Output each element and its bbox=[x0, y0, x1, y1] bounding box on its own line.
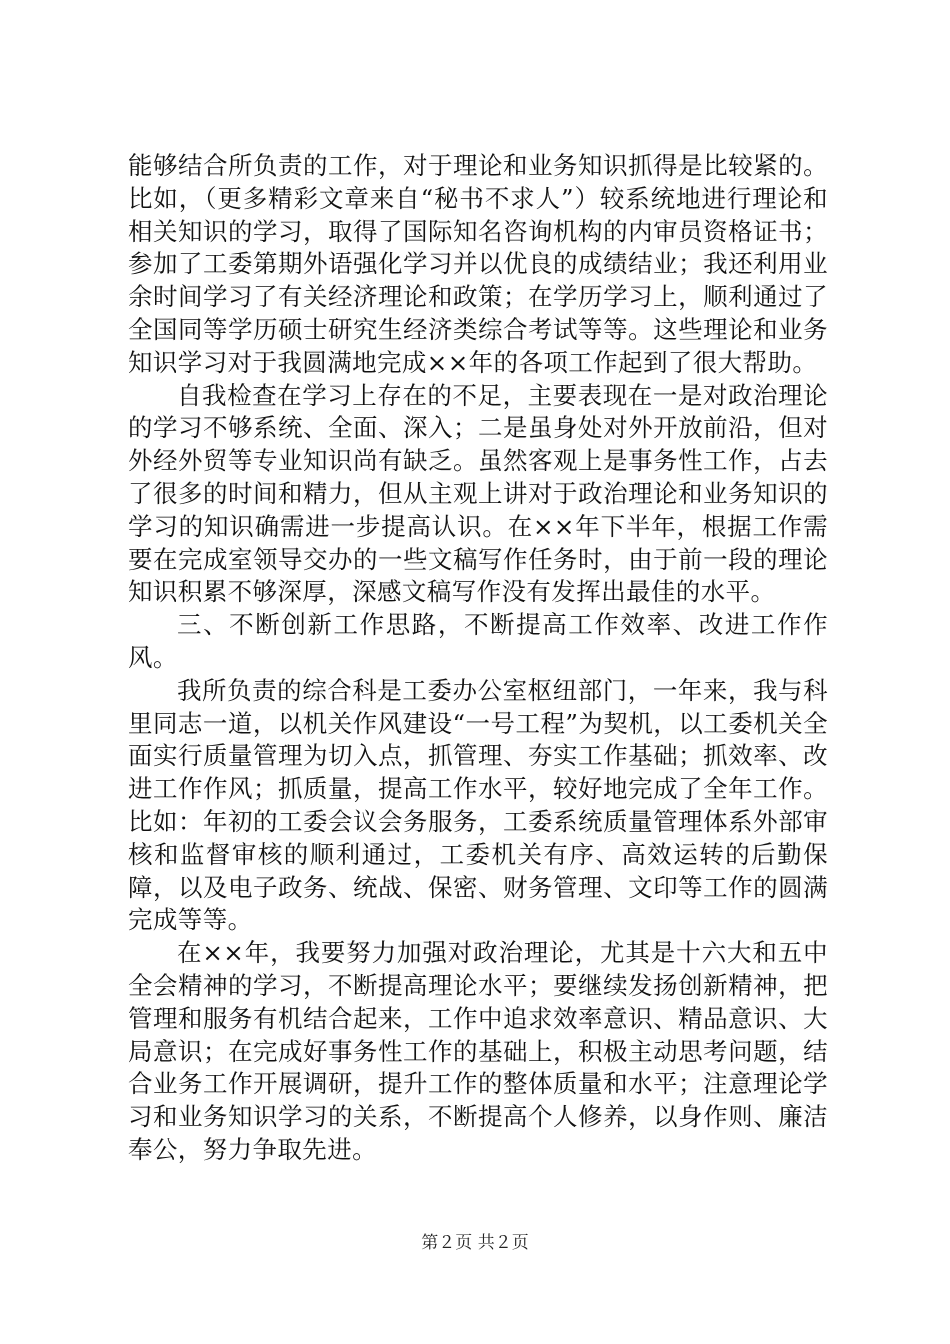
paragraph-5: 在××年，我要努力加强对政治理论，尤其是十六大和五中全会精神的学习，不断提高理论水平；要继续发扬创新精神，把管理和服务有机结合起来，工作中追求效率意识、精品意识、大局意识；在完成好事务性工作的基础上，积极主动思考问题，结合业务工作开展调研，提升工作的整体质量和水平；注意理论学习和业务知识学习的关系，不断提高个人修养，以身作则、廉洁奉公，努力争取先进。 bbox=[128, 938, 828, 1164]
paragraph-4: 我所负责的综合科是工委办公室枢纽部门，一年来，我与科里同志一道，以机关作风建设“一号工程”为契机，以工委机关全面实行质量管理为切入点，抓管理、夯实工作基础；抓效率、改进工作作风；抓质量，提高工作水平，较好地完成了全年工作。比如：年初的工委会议会务服务，工委系统质量管理体系外部审核和监督审核的顺利通过，工委机关有序、高效运转的后勤保障，以及电子政务、统战、保密、财务管理、文印等工作的圆满完成等等。 bbox=[128, 675, 828, 935]
paragraph-2: 自我检查在学习上存在的不足，主要表现在一是对政治理论的学习不够系统、全面、深入；二是虽身处对外开放前沿，但对外经外贸等专业知识尚有缺乏。虽然客观上是事务性工作，占去了很多的时间和精力，但从主观上讲对于政治理论和业务知识的学习的知识确需进一步提高认识。在××年下半年，根据工作需要在完成室领导交办的一些文稿写作任务时，由于前一段的理论知识积累不够深厚，深感文稿写作没有发挥出最佳的水平。 bbox=[128, 380, 828, 607]
section-heading-3: 三、不断创新工作思路，不断提高工作效率、改进工作作风。 bbox=[128, 610, 828, 672]
paragraph-1: 能够结合所负责的工作，对于理论和业务知识抓得是比较紧的。比如，（更多精彩文章来自“秘书不求人”）较系统地进行理论和相关知识的学习，取得了国际知名咨询机构的内审员资格证书；参加了工委第期外语强化学习并以优良的成绩结业；我还利用业余时间学习了有关经济理论和政策；在学历学习上，顺利通过了全国同等学历硕士研究生经济类综合考试等等。这些理论和业务知识学习对于我圆满地完成××年的各项工作起到了很大帮助。 bbox=[128, 151, 828, 377]
page-number-footer: 第２页 共２页 bbox=[421, 1233, 529, 1253]
document-body bbox=[128, 150, 828, 1167]
